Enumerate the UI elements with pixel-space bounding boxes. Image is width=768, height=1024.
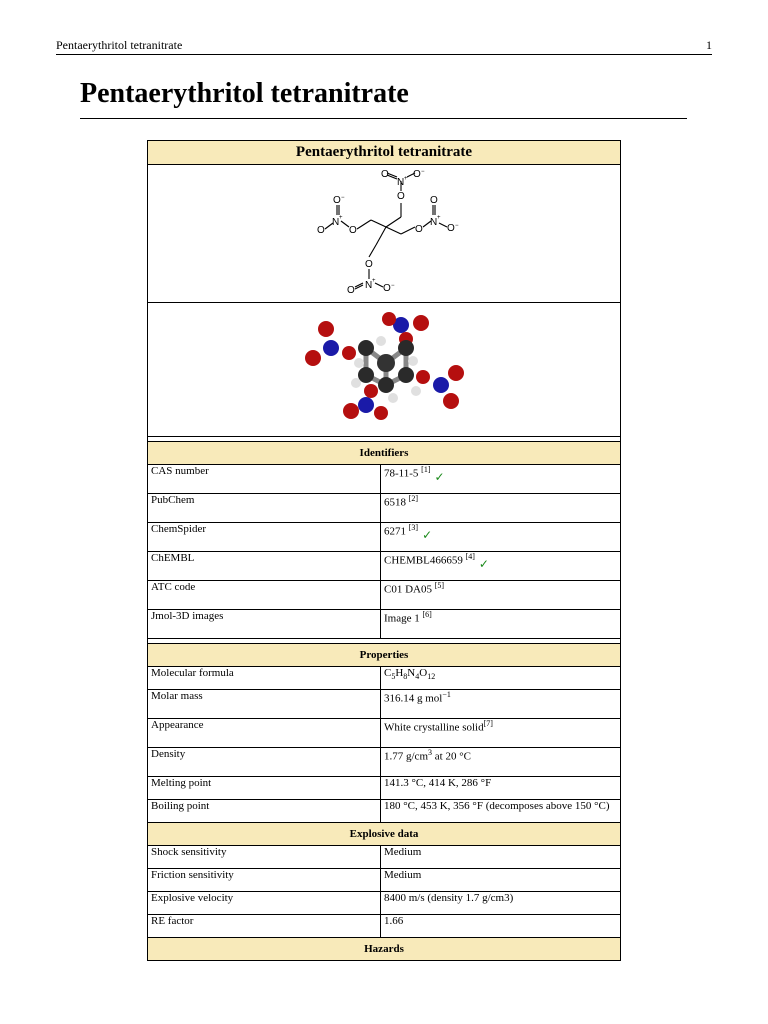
- skeletal-formula-image[interactable]: [148, 165, 621, 303]
- table-row: [148, 915, 621, 938]
- chemspider-link[interactable]: 6271: [384, 525, 406, 538]
- ball-and-stick-icon: [301, 303, 471, 428]
- row-label: Molecular formula: [148, 667, 381, 690]
- svg-text:+: +: [338, 215, 343, 221]
- table-row: [148, 800, 621, 823]
- verified-check-icon: ✓: [422, 527, 433, 542]
- ball-and-stick-model-image[interactable]: [148, 303, 621, 437]
- row-label: Shock sensitivity: [148, 846, 381, 869]
- row-label: RE factor: [148, 915, 381, 938]
- infobox-caption: Pentaerythritol tetranitrate: [148, 141, 621, 165]
- row-label: ATC code: [148, 581, 381, 610]
- chembl-link[interactable]: CHEMBL466659: [384, 554, 463, 567]
- page-number: 1: [706, 38, 712, 52]
- svg-text:O: O: [364, 259, 373, 270]
- row-value: [381, 552, 621, 581]
- svg-text:O: O: [396, 191, 405, 202]
- svg-text:O: O: [412, 169, 421, 180]
- row-label: Friction sensitivity: [148, 869, 381, 892]
- svg-text:+: +: [403, 176, 408, 182]
- svg-text:N: N: [331, 217, 339, 228]
- boiling-point-value: 180 °C, 453 K, 356 °F (decomposes above 150 °C): [381, 800, 621, 823]
- svg-text:O: O: [346, 285, 355, 295]
- svg-text:N: N: [429, 217, 437, 228]
- cas-number-link[interactable]: 78-11-5: [384, 467, 419, 480]
- svg-text:O: O: [316, 225, 325, 236]
- table-row: [148, 667, 621, 690]
- section-properties: Properties: [148, 644, 621, 667]
- reference-link[interactable]: [1]: [421, 465, 431, 474]
- table-row: [148, 690, 621, 719]
- appearance-value: White crystalline solid[7]: [381, 719, 621, 748]
- row-value: [381, 581, 621, 610]
- table-row: [148, 494, 621, 523]
- svg-text:O: O: [429, 195, 438, 206]
- verified-check-icon: ✓: [434, 469, 445, 484]
- reference-link[interactable]: [6]: [422, 610, 432, 619]
- svg-text:O: O: [380, 169, 389, 180]
- row-value: [381, 494, 621, 523]
- row-label: Boiling point: [148, 800, 381, 823]
- row-label: ChemSpider: [148, 523, 381, 552]
- svg-text:O: O: [382, 283, 391, 294]
- svg-text:O: O: [348, 225, 357, 236]
- verified-check-icon: ✓: [478, 556, 489, 571]
- reference-link[interactable]: [7]: [483, 719, 493, 728]
- svg-text:−: −: [454, 223, 459, 229]
- row-value: 1.66: [381, 915, 621, 938]
- row-label: Molar mass: [148, 690, 381, 719]
- skeletal-formula-icon: [301, 165, 471, 295]
- svg-text:−: −: [340, 195, 345, 201]
- svg-text:−: −: [420, 169, 425, 175]
- table-row: [148, 846, 621, 869]
- row-value: 8400 m/s (density 1.7 g/cm3): [381, 892, 621, 915]
- table-row: [148, 892, 621, 915]
- pubchem-link[interactable]: 6518: [384, 496, 406, 509]
- row-value: [381, 523, 621, 552]
- row-value: [381, 465, 621, 494]
- molecular-formula: $C_5H_8N_4O_{12}$: [381, 667, 621, 690]
- row-label: Appearance: [148, 719, 381, 748]
- running-header: [56, 38, 712, 55]
- section-identifiers: Identifiers: [148, 442, 621, 465]
- reference-link[interactable]: [5]: [434, 581, 445, 590]
- row-label: Density: [148, 748, 381, 777]
- svg-text:+: +: [436, 215, 441, 221]
- row-label: CAS number: [148, 465, 381, 494]
- reference-link[interactable]: [2]: [408, 494, 419, 503]
- molar-mass-value: 316.14 g mol$^{-1}$: [381, 690, 621, 719]
- table-row: [148, 610, 621, 639]
- reference-link[interactable]: [4]: [465, 552, 475, 561]
- title-rule: [80, 118, 687, 119]
- row-value: Medium: [381, 846, 621, 869]
- svg-text:−: −: [390, 283, 395, 289]
- row-label: PubChem: [148, 494, 381, 523]
- density-value: 1.77 $g/cm^3$ at 20 °C: [381, 748, 621, 777]
- chemical-infobox: [147, 140, 621, 961]
- page-title: Pentaerythritol tetranitrate: [80, 78, 409, 109]
- svg-text:O: O: [446, 223, 455, 234]
- svg-text:N: N: [364, 280, 372, 291]
- section-hazards: Hazards: [148, 938, 621, 961]
- table-row: [148, 523, 621, 552]
- table-row: [148, 748, 621, 777]
- table-row: [148, 719, 621, 748]
- row-value: [381, 610, 621, 639]
- svg-text:+: +: [371, 278, 376, 284]
- table-row: [148, 552, 621, 581]
- svg-text:O: O: [332, 195, 341, 206]
- row-value: Medium: [381, 869, 621, 892]
- row-label: Explosive velocity: [148, 892, 381, 915]
- table-row: [148, 869, 621, 892]
- svg-text:N: N: [396, 177, 404, 188]
- row-label: Jmol-3D images: [148, 610, 381, 639]
- melting-point-value: 141.3 °C, 414 K, 286 °F: [381, 777, 621, 800]
- atc-code-link[interactable]: C01 DA05: [384, 583, 432, 596]
- section-explosive-data: Explosive data: [148, 823, 621, 846]
- row-label: Melting point: [148, 777, 381, 800]
- table-row: [148, 581, 621, 610]
- table-row: [148, 465, 621, 494]
- row-label: ChEMBL: [148, 552, 381, 581]
- table-row: [148, 777, 621, 800]
- jmol-image-link[interactable]: Image 1: [384, 612, 420, 625]
- svg-text:O: O: [414, 224, 423, 235]
- running-header-title: Pentaerythritol tetranitrate: [56, 38, 183, 52]
- reference-link[interactable]: [3]: [408, 523, 419, 532]
